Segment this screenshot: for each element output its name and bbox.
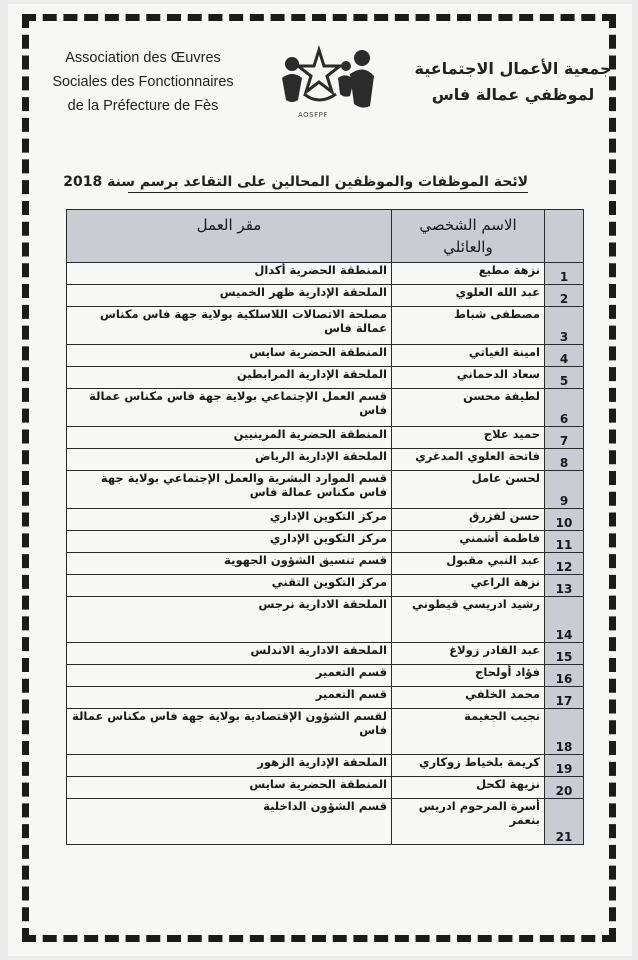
row-name: مصطفى شباط <box>392 307 545 345</box>
row-number: 21 <box>545 799 584 845</box>
row-number: 6 <box>545 389 584 427</box>
table-row <box>67 553 584 575</box>
row-workplace: قسم الشؤون الداخلية <box>67 799 392 845</box>
retirees-table <box>66 209 584 845</box>
table-row <box>67 531 584 553</box>
row-number: 7 <box>545 427 584 449</box>
letterhead <box>8 4 632 144</box>
row-name: محمد الخلفي <box>392 687 545 709</box>
row-workplace: المنطقة الحضرية سايس <box>67 345 392 367</box>
row-workplace: قسم العمل الإجتماعي بولاية جهة فاس مكناس عمالة فاس <box>67 389 392 427</box>
header-workplace: مقر العمل <box>67 210 392 263</box>
row-name: لطيفة محسن <box>392 389 545 427</box>
table-row <box>67 799 584 845</box>
row-workplace: قسم الموارد البشرية والعمل الإجتماعي بولاية جهة فاس مكناس عمالة فاس <box>67 471 392 509</box>
table-row <box>67 471 584 509</box>
table-row <box>67 367 584 389</box>
table-row <box>67 285 584 307</box>
row-name: حسن لفزرق <box>392 509 545 531</box>
row-name: عبد النبي مقبول <box>392 553 545 575</box>
row-name: سعاد الدحماني <box>392 367 545 389</box>
row-name: رشيد ادريسي قيطوني <box>392 597 545 643</box>
org-name-french <box>28 46 258 118</box>
row-number: 1 <box>545 263 584 285</box>
table-row <box>67 307 584 345</box>
table-row <box>67 643 584 665</box>
row-name: عبد الله العلوي <box>392 285 545 307</box>
org-ar-line-2: لموظفي عمالة فاس <box>431 85 595 104</box>
document-title: لائحة الموظفات والموظفين المحالين على التقاعد برسم سنة 2018 <box>128 174 528 193</box>
row-name: أسرة المرحوم ادريس بنعمر <box>392 799 545 845</box>
row-workplace: قسم التعمير <box>67 665 392 687</box>
table-row <box>67 597 584 643</box>
row-workplace: مركز التكوين الإداري <box>67 509 392 531</box>
row-number: 12 <box>545 553 584 575</box>
table-row <box>67 389 584 427</box>
row-number: 4 <box>545 345 584 367</box>
table-row <box>67 427 584 449</box>
header-number <box>545 210 584 263</box>
document-page <box>8 4 632 956</box>
table-row <box>67 449 584 471</box>
row-name: لحسن عامل <box>392 471 545 509</box>
row-name: فؤاد أولحاج <box>392 665 545 687</box>
row-number: 10 <box>545 509 584 531</box>
row-number: 15 <box>545 643 584 665</box>
row-workplace: مصلحة الاتصالات اللاسلكية بولاية جهة فاس مكناس عمالة فاس <box>67 307 392 345</box>
org-fr-line-1: Association des Œuvres <box>65 50 221 66</box>
table-row <box>67 777 584 799</box>
table-body <box>67 263 584 845</box>
row-workplace: الملحقة الإدارية الرياض <box>67 449 392 471</box>
table-row <box>67 263 584 285</box>
table-row <box>67 755 584 777</box>
row-workplace: مركز التكوين الإداري <box>67 531 392 553</box>
row-workplace: الملحقة الإدارية الزهور <box>67 755 392 777</box>
table-row <box>67 665 584 687</box>
row-workplace: المنطقة الحضرية أكدال <box>67 263 392 285</box>
row-number: 18 <box>545 709 584 755</box>
row-number: 2 <box>545 285 584 307</box>
row-workplace: الملحقة الإدارية المرابطين <box>67 367 392 389</box>
row-workplace: المنطقة الحضرية المرينيين <box>67 427 392 449</box>
org-ar-line-1: جمعية الأعمال الاجتماعية <box>414 59 612 78</box>
row-number: 9 <box>545 471 584 509</box>
table-row <box>67 687 584 709</box>
org-fr-line-3: de la Préfecture de Fès <box>67 98 219 114</box>
row-number: 16 <box>545 665 584 687</box>
row-workplace: قسم تنسيق الشؤون الجهوية <box>67 553 392 575</box>
logo-caption: AOSFPF <box>298 111 328 119</box>
row-name: عبد القادر زولاغ <box>392 643 545 665</box>
row-workplace: الملحقة الادارية الاندلس <box>67 643 392 665</box>
row-workplace: الملحقة الادارية نرجس <box>67 597 392 643</box>
row-number: 20 <box>545 777 584 799</box>
table-row <box>67 709 584 755</box>
org-name-arabic <box>413 56 613 108</box>
row-name: حميد علاج <box>392 427 545 449</box>
row-number: 8 <box>545 449 584 471</box>
row-number: 13 <box>545 575 584 597</box>
row-workplace: لقسم الشؤون الإقتصادية بولاية جهة فاس مكناس عمالة فاس <box>67 709 392 755</box>
row-name: فاطمة أشمني <box>392 531 545 553</box>
row-name: نزهة الراعي <box>392 575 545 597</box>
association-logo <box>274 44 384 114</box>
row-workplace: قسم التعمير <box>67 687 392 709</box>
row-number: 14 <box>545 597 584 643</box>
row-name: امينة الغياتي <box>392 345 545 367</box>
row-name: نجيب الجغيمة <box>392 709 545 755</box>
row-workplace: المنطقة الحضرية سايس <box>67 777 392 799</box>
table-row <box>67 575 584 597</box>
row-workplace: الملحقة الإدارية ظهر الخميس <box>67 285 392 307</box>
row-number: 3 <box>545 307 584 345</box>
row-number: 17 <box>545 687 584 709</box>
header-name: الاسم الشخصي والعائلي <box>392 210 545 263</box>
row-number: 11 <box>545 531 584 553</box>
row-name: كريمة بلخياط زوكاري <box>392 755 545 777</box>
row-number: 5 <box>545 367 584 389</box>
table-header-row <box>67 210 584 263</box>
row-workplace: مركز التكوين التقني <box>67 575 392 597</box>
table-row <box>67 509 584 531</box>
row-name: فاتحة العلوي المدغري <box>392 449 545 471</box>
row-number: 19 <box>545 755 584 777</box>
org-fr-line-2: Sociales des Fonctionnaires <box>52 74 234 90</box>
table-row <box>67 345 584 367</box>
row-name: نزهة مطيع <box>392 263 545 285</box>
row-name: نزيهة لكحل <box>392 777 545 799</box>
